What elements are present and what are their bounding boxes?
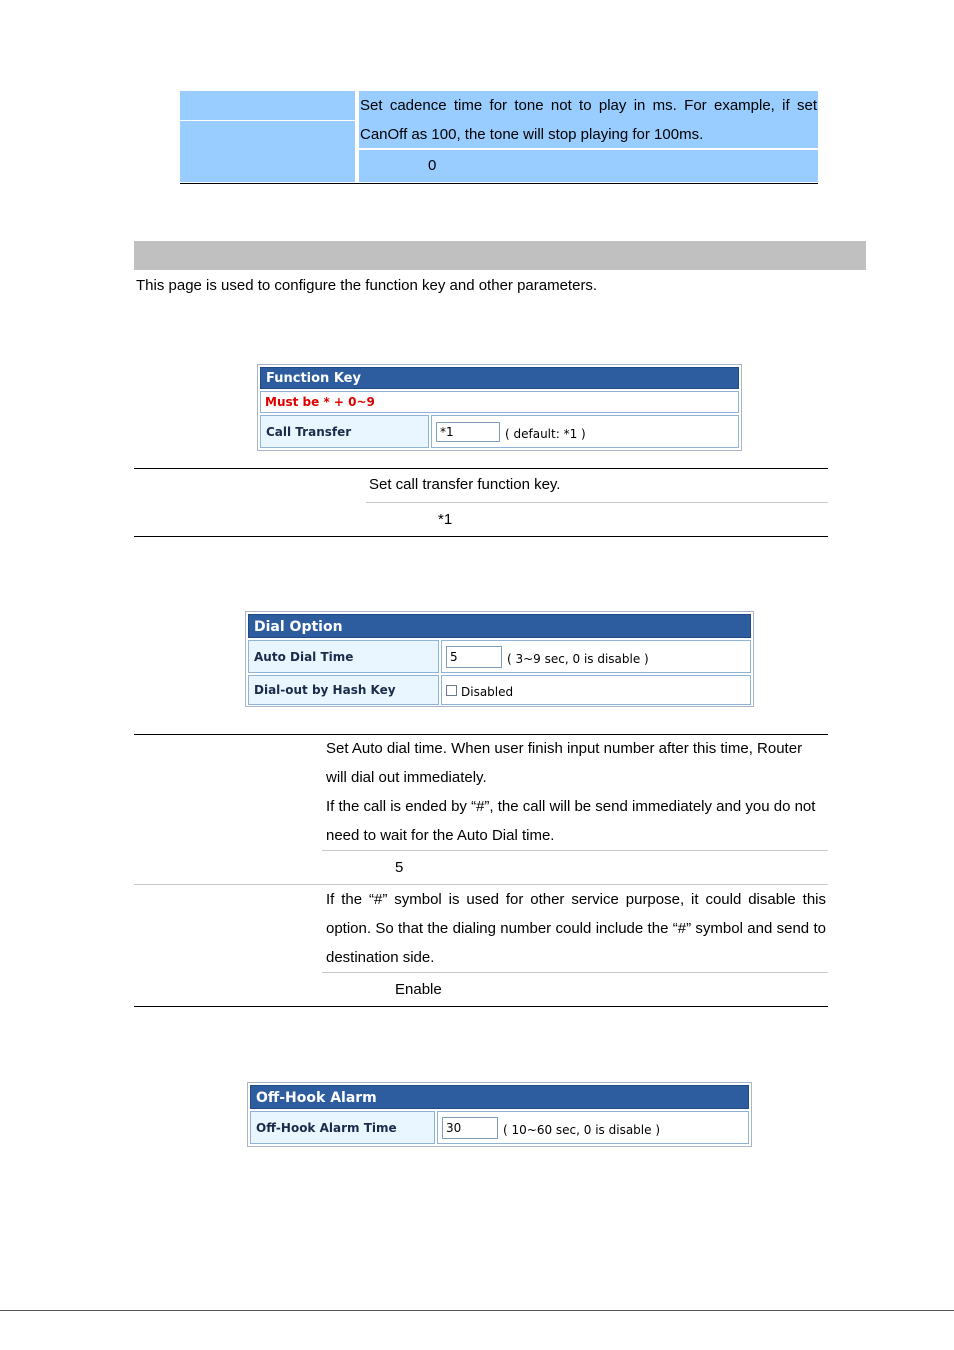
hash-key-cell (441, 675, 751, 705)
call-transfer-description: Set call transfer function key. (369, 476, 561, 493)
function-key-notice: Must be * + 0~9 (260, 391, 739, 413)
footer-rule (0, 1310, 954, 1311)
auto-dial-hint: ( 3~9 sec, 0 is disable ) (507, 651, 649, 666)
dial-option-header: Dial Option (248, 614, 751, 638)
off-hook-alarm-time-label: Off-Hook Alarm Time (250, 1111, 435, 1144)
cadence-off-description: Set cadence time for tone not to play in ms. For example, if set CanOff as 100, the tone will stop playing for 100ms. (360, 97, 817, 143)
hash-key-label: Dial-out by Hash Key (248, 675, 439, 705)
off-hook-alarm-time-hint: ( 10~60 sec, 0 is disable ) (503, 1122, 661, 1137)
hash-key-state: Disabled (461, 685, 514, 699)
function-key-header: Function Key (260, 367, 739, 389)
call-transfer-default: *1 (438, 511, 453, 528)
off-hook-alarm-time-input[interactable] (442, 1117, 498, 1139)
function-key-panel (257, 364, 742, 451)
auto-dial-label: Auto Dial Time (248, 640, 439, 673)
section-intro: This page is used to configure the function key and other parameters. (136, 277, 598, 294)
auto-dial-description-2: If the call is ended by “#”, the call will be send immediately and you do not need to wait for the Auto Dial time. (326, 798, 816, 844)
call-transfer-label: Call Transfer (260, 415, 429, 448)
auto-dial-description-1: Set Auto dial time. When user finish input number after this time, Router will dial out immediately. (326, 740, 803, 786)
call-transfer-hint: ( default: *1 ) (505, 426, 586, 441)
hash-key-description: If the “#” symbol is used for other service purpose, it could disable this option. So that the dialing number could include the “#” symbol and send to destination side. (326, 891, 826, 966)
cadence-off-table (180, 91, 818, 184)
auto-dial-input[interactable] (446, 646, 502, 668)
cadence-off-default: 0 (428, 157, 437, 174)
dial-option-panel (245, 611, 754, 707)
off-hook-alarm-time-cell (437, 1111, 749, 1144)
section-heading-bar (134, 241, 866, 270)
off-hook-alarm-header: Off-Hook Alarm (250, 1085, 749, 1109)
call-transfer-cell (431, 415, 739, 448)
hash-key-checkbox[interactable] (446, 685, 457, 696)
hash-key-default: Enable (395, 981, 442, 998)
auto-dial-cell (441, 640, 751, 673)
call-transfer-input[interactable] (436, 422, 500, 442)
auto-dial-default: 5 (395, 859, 404, 876)
off-hook-alarm-panel (247, 1082, 752, 1147)
